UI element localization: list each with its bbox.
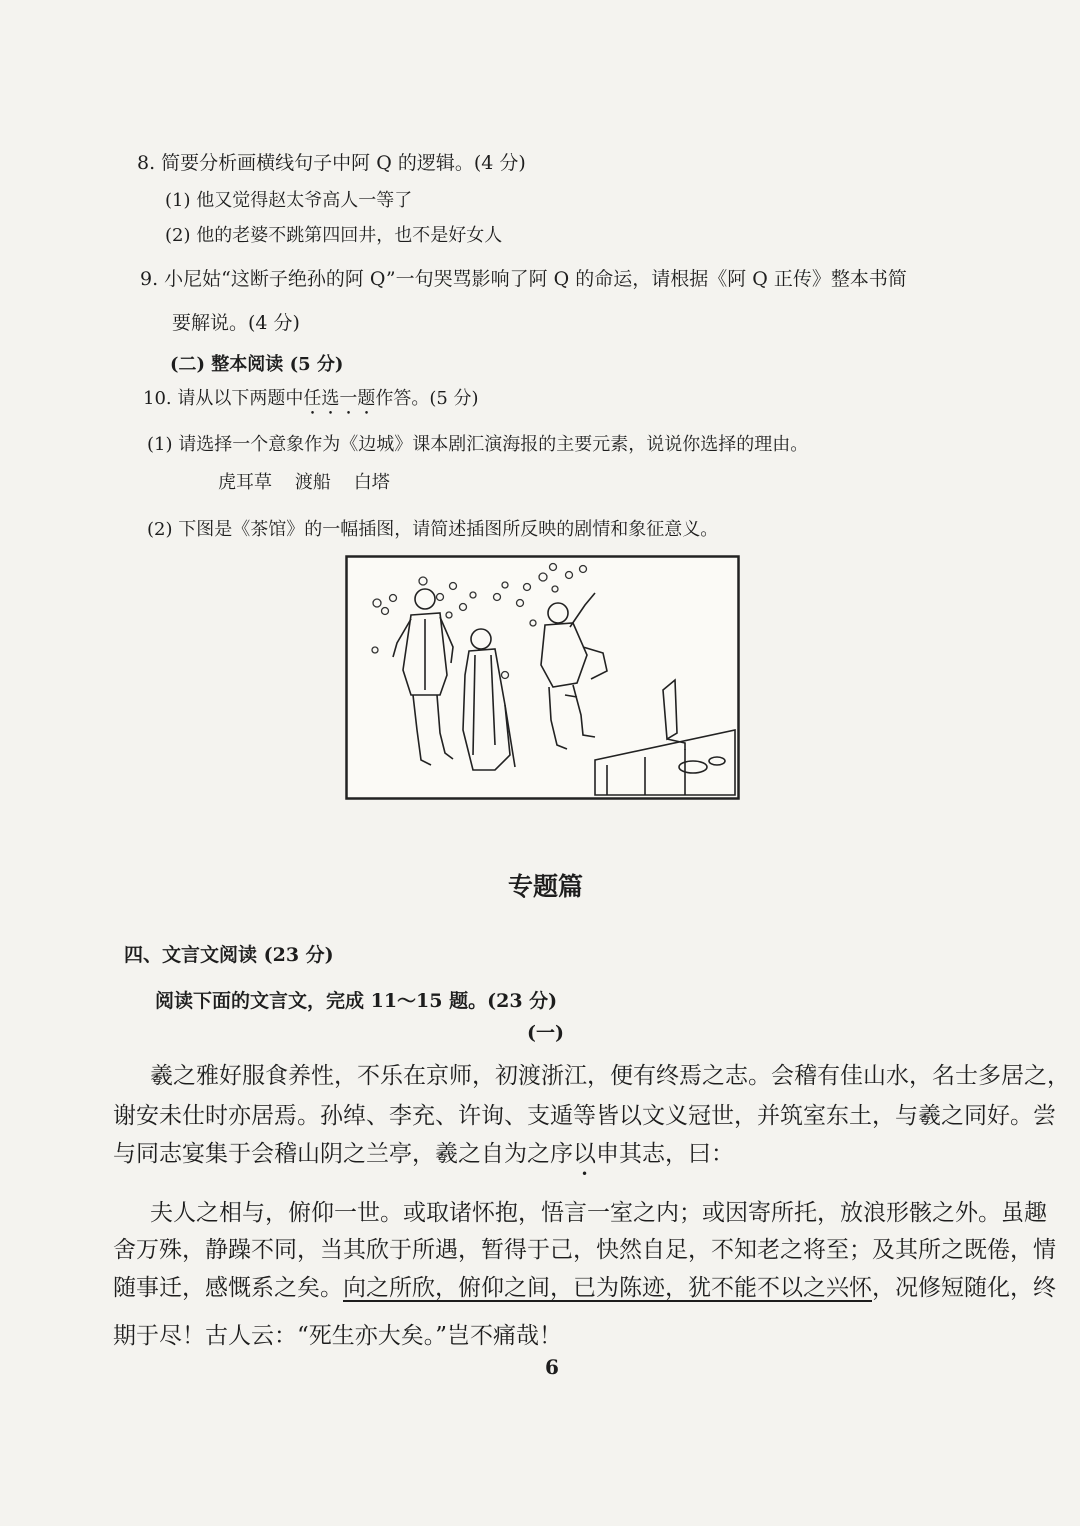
q10-choices: 虎耳草 渡船 白塔: [218, 472, 390, 493]
passage-p2-line-4: 期于尽！古人云：“死生亦大矣。”岂不痛哉！: [113, 1323, 563, 1349]
underlined-sentence: 向之所欣，俯仰之间，已为陈迹，犹不能不以之兴怀: [343, 1275, 872, 1301]
q10-option-2: (2) 下图是《茶馆》的一幅插图，请简述插图所反映的剧情和象征意义。: [147, 519, 719, 540]
passage-p2-line-1: 夫人之相与，俯仰一世。或取诸怀抱，悟言一室之内；或因寄所托，放浪形骸之外。虽趣: [150, 1200, 1047, 1226]
teahouse-illustration: [345, 555, 740, 800]
passage-p1-line-3-a: 与同志宴集于会稽山阴之兰亭，羲之自为之序: [113, 1141, 573, 1167]
passage-p1-line-1: 羲之雅好服食养性，不乐在京师，初渡浙江，便有终焉之志。会稽有佳山水，名士多居之，: [150, 1063, 1070, 1089]
passage-p2-line-2: 舍万殊，静躁不同，当其欣于所遇，暂得于己，快然自足，不知老之将至；及其所之既倦，情: [113, 1237, 1056, 1263]
q9-line-2: 要解说。(4 分): [172, 312, 300, 334]
q8-sentence-2: (2) 他的老婆不跳第四回井，也不是好女人: [165, 225, 503, 246]
passage-dotted-char: 以: [573, 1141, 596, 1167]
section-4-instruction: 阅读下面的文言文，完成 11～15 题。(23 分): [155, 990, 558, 1012]
section-2-heading: (二) 整本阅读 (5 分): [170, 354, 344, 375]
page-number: 6: [545, 1355, 559, 1379]
q8-title: 8. 简要分析画横线句子中阿 Q 的逻辑。(4 分): [137, 152, 526, 174]
special-section-title: 专题篇: [508, 872, 584, 901]
passage-part-label: (一): [527, 1022, 564, 1044]
passage-p1-line-3: [113, 1141, 734, 1181]
q10-title: [143, 386, 479, 419]
q10-suffix: 作答。(5 分): [375, 388, 479, 409]
passage-p1-line-3-b: 申其志，曰：: [596, 1141, 734, 1167]
q9-line-1: 9. 小尼姑“这断子绝孙的阿 Q”一句哭骂影响了阿 Q 的命运，请根据《阿 Q 正传》整本书简: [140, 268, 907, 290]
passage-p1-line-2: 谢安未仕时亦居焉。孙绰、李充、许询、支遁等皆以文义冠世，并筑室东土，与羲之同好。尝: [113, 1103, 1056, 1129]
q10-prefix: 10. 请从以下两题中: [143, 388, 304, 409]
q10-option-1: (1) 请选择一个意象作为《边城》课本剧汇演海报的主要元素，说说你选择的理由。: [147, 434, 809, 455]
passage-p2-line-3-a: 随事迁，感慨系之矣。: [113, 1275, 343, 1301]
passage-p2-line-3: [113, 1275, 1056, 1301]
section-4-heading: 四、文言文阅读 (23 分): [124, 944, 334, 966]
q8-sentence-1: (1) 他又觉得赵太爷高人一等了: [165, 190, 413, 211]
q10-dotted: 任选一题: [303, 388, 376, 409]
passage-p2-line-3-b: ，况修短随化，终: [872, 1275, 1056, 1301]
